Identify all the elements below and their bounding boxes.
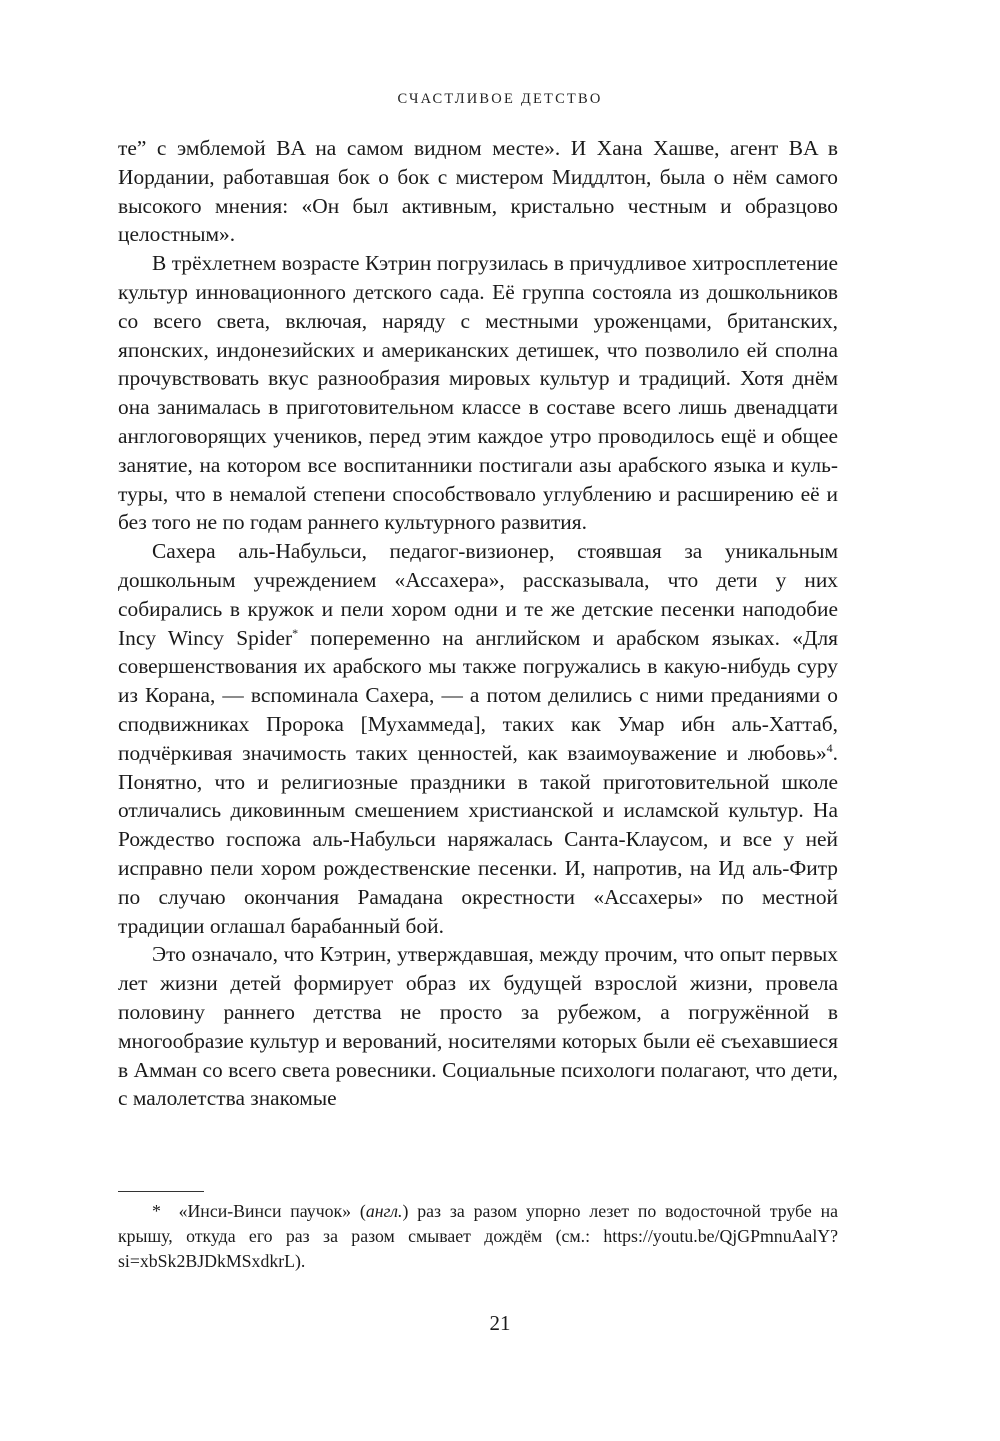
paragraph-1: те” с эмблемой BA на самом видном месте». И Хана Хашве, агент BA в Иордании, работавшая бок о бок с мистером Миддлтон, была о нём самого высокого мнения: «Он был активным, кристально честным и образцово целостным». xyxy=(118,136,838,247)
paragraph-2: В трёхлетнем возрасте Кэтрин погрузилась в причудливое хитросплетение культур инновационного детского сада. Её группа состояла из дошкольников со всего света, включая, наряду с местными уроженцами, британских, японских, индонезийских и американских детишек, что позволило ей сполна прочувствовать вкус разнообразия мировых культур и традиций. Хотя днём она занималась в приготовительном классе в составе всего лишь двенадцати англоговорящих учеников, перед этим каждое утро проводилось ещё и общее занятие, на котором все воспитанники постигали азы арабского языка и культуры, что в немалой степени способствовало углублению и расширению её и без того не по годам раннего культурного развития. xyxy=(118,251,838,535)
running-head: СЧАСТЛИВОЕ ДЕТСТВО xyxy=(397,91,603,107)
paragraph-3-part-c: . Понятно, что и религиозные праздники в такой приготовительной школе отличались диковинным смешением христианской и исламской культур. На Рождество госпожа аль-Набульси наряжалась Санта-Клаусом, и все у ней исправно пели хором рождественские песенки. И, напротив, на Ид аль-Фитр по случаю окончания Рамадана окрестности «Ассахеры» по местной традиции оглашал барабанный бой. xyxy=(118,740,838,938)
page-number: 21 xyxy=(489,1311,511,1335)
endnote-reference[interactable]: 4 xyxy=(826,740,833,755)
paragraph-3-part-b: попеременно на английском и арабском языках. «Для совершенствования их арабского мы также погружались в какую-нибудь суру из Корана, — вспоминала Сахера, — а потом делились с ними преданиями о сподвижниках Пророка [Мухаммеда], таких как Умар ибн аль-Хаттаб, подчёркивая значимость таких ценностей, как взаимоуважение и любовь» xyxy=(118,625,838,765)
footnote-text-a: «Инси-Винси паучок» ( xyxy=(178,1201,366,1221)
paragraph-3-part-a: Сахера аль-Набульси, педагог-визионер, стоявшая за уникальным дошкольным учреждением «Ассахера», рассказывала, что дети у них собирались в кружок и пели хором одни и те же детские песенки наподобие Incy Wincy Spider xyxy=(118,539,838,650)
main-text xyxy=(118,134,838,1113)
footnote-language: англ. xyxy=(365,1201,403,1221)
footnote-text-b: ) раз за разом упорно лезет по водосточной трубе на крышу, откуда его раз за разом смывает дождём (см.: https://youtu.be/QjGPmnuAalY?si=xbSk2BJDkMSxdkrL). xyxy=(118,1201,839,1271)
footnote xyxy=(118,1199,838,1274)
footnote-divider xyxy=(118,1191,204,1192)
footnote-marker: * xyxy=(152,1201,161,1221)
paragraph-3 xyxy=(118,537,838,940)
paragraph-4: Это означало, что Кэтрин, утверждавшая, между прочим, что опыт первых лет жизни детей формирует образ их будущей взрослой жизни, провела половину раннего детства не просто за рубежом, а погружённой в многообразие культур и верований, носителями которых были её съехавшиеся в Амман со всего света ровесники. Социальные психологи полагают, что дети, с малолетства знакомые xyxy=(118,942,838,1111)
footnote-star-marker[interactable]: * xyxy=(292,625,299,640)
